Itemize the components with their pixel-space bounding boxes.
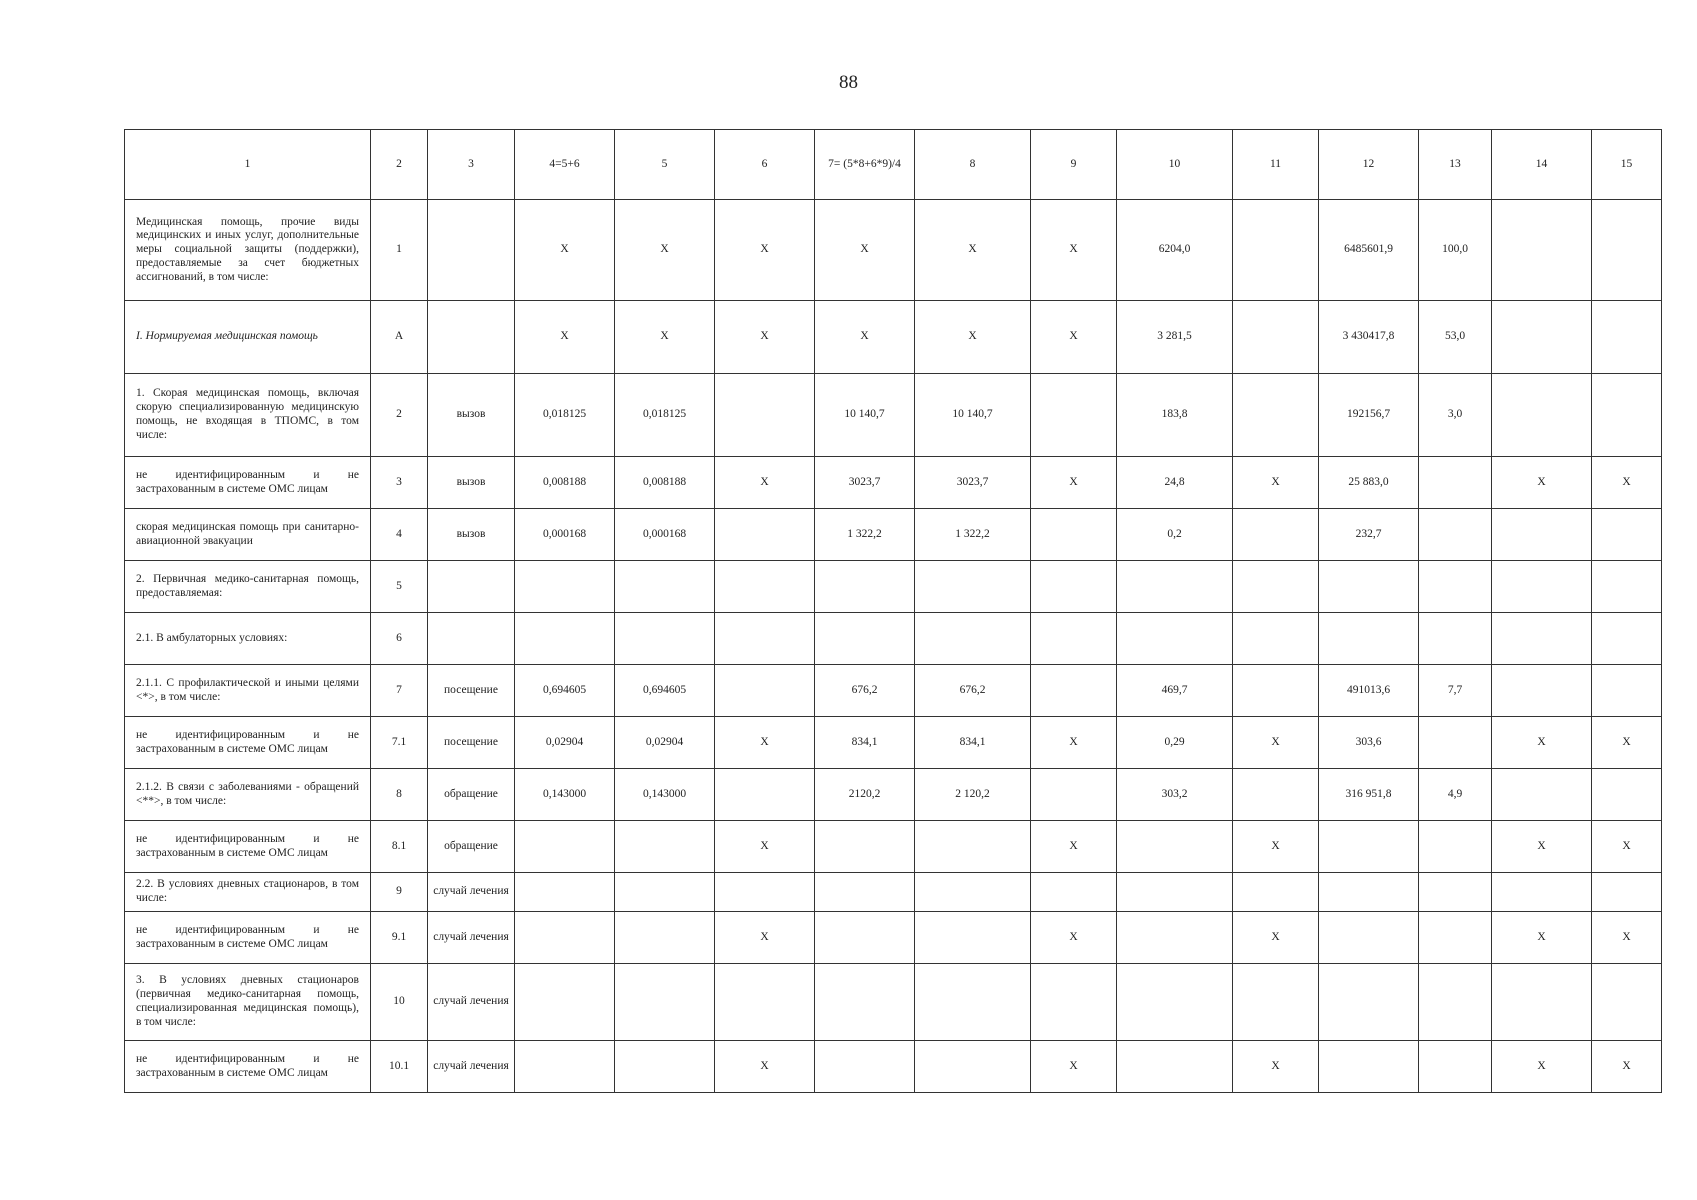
table-cell: Х	[1233, 457, 1319, 509]
row-number-cell: А	[371, 301, 428, 374]
table-cell: 676,2	[915, 665, 1031, 717]
unit-cell: случай лечения	[428, 964, 515, 1041]
table-cell: 0,008188	[515, 457, 615, 509]
table-cell	[1492, 374, 1592, 457]
table-cell	[1233, 665, 1319, 717]
table-cell	[1233, 509, 1319, 561]
row-number-cell: 1	[371, 200, 428, 301]
table-cell: Х	[715, 912, 815, 964]
unit-cell	[428, 561, 515, 613]
table-cell: 0,02904	[515, 717, 615, 769]
table-cell: Х	[1031, 717, 1117, 769]
column-header-2: 2	[371, 130, 428, 200]
table-cell	[1592, 665, 1662, 717]
table-cell	[515, 912, 615, 964]
column-header-11: 11	[1233, 130, 1319, 200]
row-name-cell: I. Нормируемая медицинская помощь	[125, 301, 371, 374]
table-cell	[1319, 912, 1419, 964]
table-cell: Х	[715, 301, 815, 374]
table-cell	[1592, 873, 1662, 912]
table-cell: Х	[1031, 821, 1117, 873]
table-cell: 676,2	[815, 665, 915, 717]
column-header-3: 3	[428, 130, 515, 200]
table-cell	[1117, 821, 1233, 873]
table-cell	[1233, 873, 1319, 912]
table-cell: 834,1	[815, 717, 915, 769]
row-number-cell: 5	[371, 561, 428, 613]
table-cell: 4,9	[1419, 769, 1492, 821]
table-cell: 0,018125	[515, 374, 615, 457]
unit-cell: обращение	[428, 769, 515, 821]
table-cell	[1031, 374, 1117, 457]
table-cell: 3 430417,8	[1319, 301, 1419, 374]
table-cell	[515, 964, 615, 1041]
table-cell: Х	[1031, 457, 1117, 509]
table-cell	[1492, 200, 1592, 301]
table-cell	[915, 873, 1031, 912]
table-cell	[715, 769, 815, 821]
table-cell	[1031, 665, 1117, 717]
row-name-cell: 2.1.2. В связи с заболеваниями - обращений <**>, в том числе:	[125, 769, 371, 821]
table-cell	[1492, 613, 1592, 665]
table-row	[125, 374, 1662, 457]
column-header-14: 14	[1492, 130, 1592, 200]
table-cell: 0,000168	[515, 509, 615, 561]
row-name-cell: 2.1. В амбулаторных условиях:	[125, 613, 371, 665]
table-cell	[1592, 769, 1662, 821]
table-cell	[815, 912, 915, 964]
table-cell	[1117, 912, 1233, 964]
column-header-4: 4=5+6	[515, 130, 615, 200]
table-cell	[715, 509, 815, 561]
table-cell	[1031, 509, 1117, 561]
table-cell: 0,000168	[615, 509, 715, 561]
row-number-cell: 6	[371, 613, 428, 665]
table-cell	[1419, 821, 1492, 873]
table-cell: Х	[615, 200, 715, 301]
table-cell	[1592, 509, 1662, 561]
table-cell	[1419, 561, 1492, 613]
table-cell	[1319, 613, 1419, 665]
table-cell: 2120,2	[815, 769, 915, 821]
table-cell	[1492, 665, 1592, 717]
table-cell	[1592, 964, 1662, 1041]
row-number-cell: 9	[371, 873, 428, 912]
table-cell	[815, 613, 915, 665]
unit-cell: посещение	[428, 717, 515, 769]
row-name-cell: 2.2. В условиях дневных стационаров, в том числе:	[125, 873, 371, 912]
table-cell	[1592, 613, 1662, 665]
unit-cell: вызов	[428, 509, 515, 561]
table-cell	[1031, 873, 1117, 912]
table-cell: 834,1	[915, 717, 1031, 769]
row-number-cell: 7	[371, 665, 428, 717]
table-cell: 1 322,2	[815, 509, 915, 561]
table-cell: 316 951,8	[1319, 769, 1419, 821]
table-cell: Х	[715, 717, 815, 769]
unit-cell	[428, 200, 515, 301]
row-name-cell: Медицинская помощь, прочие виды медицинских и иных услуг, дополнительные меры социальной защиты (поддержки), предоставляемые за счет бюджетных ассигнований, в том числе:	[125, 200, 371, 301]
table-cell: Х	[1492, 717, 1592, 769]
unit-cell	[428, 301, 515, 374]
table-cell	[815, 561, 915, 613]
table-cell	[915, 1041, 1031, 1093]
row-name-cell: не идентифицированным и не застрахованным в системе ОМС лицам	[125, 912, 371, 964]
table-cell: Х	[715, 821, 815, 873]
row-number-cell: 4	[371, 509, 428, 561]
table-row	[125, 509, 1662, 561]
table-cell: Х	[1233, 717, 1319, 769]
table-cell	[715, 561, 815, 613]
table-cell: 10 140,7	[915, 374, 1031, 457]
table-cell	[1117, 873, 1233, 912]
table-cell: Х	[1492, 457, 1592, 509]
table-cell	[1419, 509, 1492, 561]
table-cell: Х	[815, 200, 915, 301]
row-name-cell: 1. Скорая медицинская помощь, включая скорую специализированную медицинскую помощь, не входящая в ТПОМС, в том числе:	[125, 374, 371, 457]
table-cell: Х	[1492, 1041, 1592, 1093]
page-number: 88	[839, 72, 858, 93]
row-number-cell: 10	[371, 964, 428, 1041]
table-cell: Х	[915, 301, 1031, 374]
table-cell: 2 120,2	[915, 769, 1031, 821]
table-cell: Х	[715, 457, 815, 509]
column-header-6: 6	[715, 130, 815, 200]
table-cell	[1117, 613, 1233, 665]
table-row	[125, 665, 1662, 717]
table-cell: Х	[515, 301, 615, 374]
table-cell: 0,018125	[615, 374, 715, 457]
unit-cell: обращение	[428, 821, 515, 873]
header-row	[125, 130, 1662, 200]
column-header-7: 7= (5*8+6*9)/4	[815, 130, 915, 200]
table-cell: 7,7	[1419, 665, 1492, 717]
table-row	[125, 561, 1662, 613]
table-row	[125, 769, 1662, 821]
table-cell	[1233, 613, 1319, 665]
table-cell	[915, 964, 1031, 1041]
table-cell	[515, 873, 615, 912]
table-cell: Х	[1233, 821, 1319, 873]
table-cell: 0,694605	[515, 665, 615, 717]
row-name-cell: не идентифицированным и не застрахованным в системе ОМС лицам	[125, 457, 371, 509]
table-row	[125, 301, 1662, 374]
row-number-cell: 10.1	[371, 1041, 428, 1093]
unit-cell: случай лечения	[428, 912, 515, 964]
table-row	[125, 200, 1662, 301]
table-cell: 25 883,0	[1319, 457, 1419, 509]
table-cell	[1233, 301, 1319, 374]
table-cell	[615, 964, 715, 1041]
table-cell: Х	[1492, 912, 1592, 964]
table-cell: 192156,7	[1319, 374, 1419, 457]
table-cell	[1117, 561, 1233, 613]
table-cell: Х	[1592, 717, 1662, 769]
table-cell	[715, 613, 815, 665]
table-cell: 3,0	[1419, 374, 1492, 457]
table-cell: Х	[715, 200, 815, 301]
table-cell	[715, 873, 815, 912]
unit-cell: вызов	[428, 374, 515, 457]
unit-cell: случай лечения	[428, 1041, 515, 1093]
table-cell	[1319, 821, 1419, 873]
table-cell: Х	[1592, 821, 1662, 873]
table-cell	[1492, 509, 1592, 561]
table-cell	[1031, 613, 1117, 665]
table-cell: Х	[1592, 912, 1662, 964]
table-cell	[515, 821, 615, 873]
table-cell	[1419, 717, 1492, 769]
row-name-cell: 3. В условиях дневных стационаров (первичная медико-санитарная помощь, специализированная медицинская помощь), в том числе:	[125, 964, 371, 1041]
table-cell	[515, 561, 615, 613]
column-header-10: 10	[1117, 130, 1233, 200]
table-cell	[615, 613, 715, 665]
table-cell	[1233, 964, 1319, 1041]
table-cell: Х	[815, 301, 915, 374]
table-row	[125, 457, 1662, 509]
budget-table	[124, 129, 1662, 1093]
row-number-cell: 8.1	[371, 821, 428, 873]
table-cell	[1419, 613, 1492, 665]
row-name-cell: не идентифицированным и не застрахованным в системе ОМС лицам	[125, 717, 371, 769]
table-cell	[1233, 200, 1319, 301]
table-row	[125, 912, 1662, 964]
row-number-cell: 9.1	[371, 912, 428, 964]
table-cell: 183,8	[1117, 374, 1233, 457]
unit-cell	[428, 613, 515, 665]
row-name-cell: скорая медицинская помощь при санитарно-авиационной эвакуации	[125, 509, 371, 561]
table-row	[125, 613, 1662, 665]
table-cell	[1233, 374, 1319, 457]
table-cell: 0,143000	[615, 769, 715, 821]
table-cell	[1233, 769, 1319, 821]
table-cell: 3 281,5	[1117, 301, 1233, 374]
table-cell	[1492, 964, 1592, 1041]
table-cell	[715, 665, 815, 717]
table-cell	[1419, 912, 1492, 964]
unit-cell: случай лечения	[428, 873, 515, 912]
row-number-cell: 2	[371, 374, 428, 457]
table-cell: Х	[1592, 457, 1662, 509]
table-cell	[1419, 1041, 1492, 1093]
table-cell	[1117, 964, 1233, 1041]
column-header-1: 1	[125, 130, 371, 200]
table-cell	[615, 1041, 715, 1093]
table-cell: 0,2	[1117, 509, 1233, 561]
row-name-cell: не идентифицированным и не застрахованным в системе ОМС лицам	[125, 1041, 371, 1093]
table-cell	[915, 561, 1031, 613]
table-cell	[615, 912, 715, 964]
table-cell	[1233, 561, 1319, 613]
table-cell: 3023,7	[915, 457, 1031, 509]
table-cell	[715, 964, 815, 1041]
table-cell	[1492, 769, 1592, 821]
table-cell: 100,0	[1419, 200, 1492, 301]
row-number-cell: 7.1	[371, 717, 428, 769]
table-cell: Х	[515, 200, 615, 301]
table-cell	[815, 964, 915, 1041]
table-cell	[1031, 964, 1117, 1041]
table-cell: Х	[1592, 1041, 1662, 1093]
table-cell	[615, 821, 715, 873]
table-cell	[515, 1041, 615, 1093]
table-cell: 0,143000	[515, 769, 615, 821]
table-cell	[1492, 561, 1592, 613]
table-cell	[615, 561, 715, 613]
table-cell: Х	[715, 1041, 815, 1093]
table-cell	[815, 873, 915, 912]
table-cell: 1 322,2	[915, 509, 1031, 561]
table-cell: Х	[1492, 821, 1592, 873]
table-cell: 303,2	[1117, 769, 1233, 821]
table-cell	[1492, 873, 1592, 912]
table-cell	[1592, 301, 1662, 374]
table-cell: Х	[1031, 912, 1117, 964]
table-row	[125, 821, 1662, 873]
table-cell: 0,008188	[615, 457, 715, 509]
table-cell: 24,8	[1117, 457, 1233, 509]
table-cell: 0,694605	[615, 665, 715, 717]
column-header-15: 15	[1592, 130, 1662, 200]
table-cell: 491013,6	[1319, 665, 1419, 717]
table-cell	[915, 613, 1031, 665]
table-cell	[1117, 1041, 1233, 1093]
table-cell	[1592, 200, 1662, 301]
column-header-12: 12	[1319, 130, 1419, 200]
table-cell: Х	[1233, 1041, 1319, 1093]
table-cell	[1319, 561, 1419, 613]
table-cell: Х	[915, 200, 1031, 301]
column-header-9: 9	[1031, 130, 1117, 200]
table-cell	[1031, 561, 1117, 613]
table-cell	[1419, 457, 1492, 509]
table-cell: 0,29	[1117, 717, 1233, 769]
row-name-cell: 2.1.1. С профилактической и иными целями <*>, в том числе:	[125, 665, 371, 717]
table-cell: Х	[1031, 301, 1117, 374]
table-cell: Х	[615, 301, 715, 374]
table-cell	[1319, 964, 1419, 1041]
table-cell: 3023,7	[815, 457, 915, 509]
table-cell: Х	[1031, 1041, 1117, 1093]
table-row	[125, 873, 1662, 912]
table-cell	[615, 873, 715, 912]
table-cell	[915, 821, 1031, 873]
table-cell	[715, 374, 815, 457]
table-cell: 303,6	[1319, 717, 1419, 769]
column-header-13: 13	[1419, 130, 1492, 200]
table-cell: 6204,0	[1117, 200, 1233, 301]
table-cell	[515, 613, 615, 665]
unit-cell: посещение	[428, 665, 515, 717]
row-name-cell: 2. Первичная медико-санитарная помощь, предоставляемая:	[125, 561, 371, 613]
table-cell	[1419, 964, 1492, 1041]
table-cell	[1419, 873, 1492, 912]
table-cell	[1592, 374, 1662, 457]
table-cell: 469,7	[1117, 665, 1233, 717]
column-header-8: 8	[915, 130, 1031, 200]
table-row	[125, 964, 1662, 1041]
table-cell: Х	[1233, 912, 1319, 964]
table-cell	[1592, 561, 1662, 613]
table-row	[125, 1041, 1662, 1093]
table-cell: 10 140,7	[815, 374, 915, 457]
row-number-cell: 8	[371, 769, 428, 821]
unit-cell: вызов	[428, 457, 515, 509]
table-cell	[1492, 301, 1592, 374]
column-header-5: 5	[615, 130, 715, 200]
table-cell: Х	[1031, 200, 1117, 301]
table-cell: 6485601,9	[1319, 200, 1419, 301]
table-cell	[1031, 769, 1117, 821]
table-cell	[815, 1041, 915, 1093]
table-cell	[815, 821, 915, 873]
table-cell	[915, 912, 1031, 964]
row-number-cell: 3	[371, 457, 428, 509]
table-row	[125, 717, 1662, 769]
table-cell	[1319, 1041, 1419, 1093]
table-cell	[1319, 873, 1419, 912]
table-cell: 0,02904	[615, 717, 715, 769]
table-cell: 53,0	[1419, 301, 1492, 374]
table-cell: 232,7	[1319, 509, 1419, 561]
row-name-cell: не идентифицированным и не застрахованным в системе ОМС лицам	[125, 821, 371, 873]
